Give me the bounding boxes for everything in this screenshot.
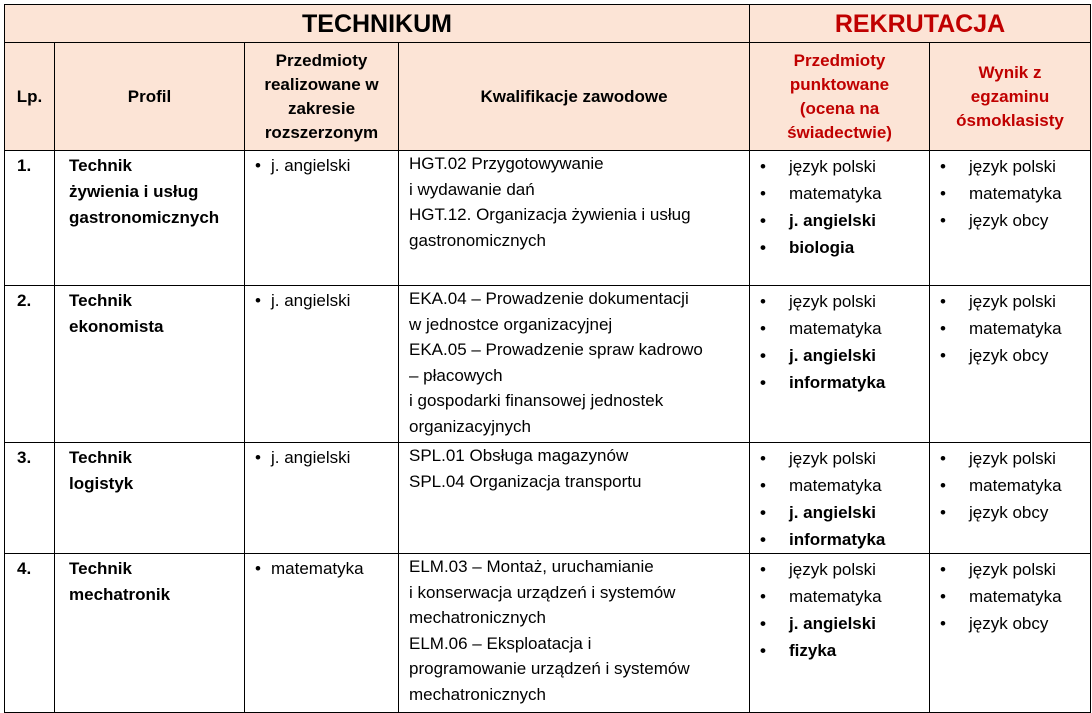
list-item: • język obcy	[930, 499, 1090, 526]
list-item: • matematyka	[930, 180, 1090, 207]
scored-subjects-cell	[750, 286, 930, 443]
list-item: • język polski	[750, 153, 929, 180]
column-header-lp: Lp.	[5, 43, 55, 151]
exam-subjects-cell	[930, 286, 1091, 443]
list-item: • język obcy	[930, 207, 1090, 234]
exam-subjects-cell	[930, 554, 1091, 713]
list-item: • język polski	[750, 556, 929, 583]
profile-name-line1: Technik	[69, 156, 132, 175]
row-number: 4.	[5, 554, 55, 713]
qualification-line: i wydawanie dań	[409, 179, 535, 199]
qualifications-cell	[399, 554, 750, 713]
list-item: • matematyka	[930, 472, 1090, 499]
list-item: • matematyka	[245, 556, 398, 582]
qualification-line: HGT.02 Przygotowywanie	[409, 154, 604, 173]
qualification-line: – płacowych	[409, 365, 503, 385]
list-item: • matematyka	[750, 583, 929, 610]
list-item: • język polski	[750, 445, 929, 472]
list-item: • język obcy	[930, 342, 1090, 369]
table-row	[5, 443, 1091, 554]
qualifications-cell	[399, 286, 750, 443]
list-item: • j. angielski	[245, 445, 398, 471]
extended-subjects-cell	[245, 554, 399, 713]
qualification-line: SPL.01 Obsługa magazynów	[409, 446, 629, 465]
column-header-kwalifikacje: Kwalifikacje zawodowe	[399, 43, 750, 151]
row-number: 2.	[5, 286, 55, 443]
qualification-line: mechatronicznych	[409, 684, 547, 704]
qualification-line: ELM.03 – Montaż, uruchamianie	[409, 557, 654, 576]
list-item: • matematyka	[750, 180, 929, 207]
list-item: • język polski	[930, 556, 1090, 583]
extended-subjects-cell	[245, 286, 399, 443]
qualification-line: gastronomicznych	[409, 230, 547, 250]
table-row	[5, 286, 1091, 443]
table-row	[5, 151, 1091, 286]
technikum-header: TECHNIKUM	[5, 5, 750, 43]
extended-subjects-cell	[245, 151, 399, 286]
list-item: • j. angielski	[750, 499, 929, 526]
table-row	[5, 554, 1091, 713]
list-item: • matematyka	[930, 315, 1090, 342]
column-header-wynik-egzaminu: Wynik z egzaminu ósmoklasisty	[930, 43, 1091, 151]
qualification-line: programowanie urządzeń i systemów	[409, 659, 690, 678]
qualification-line: HGT.12. Organizacja żywienia i usług	[409, 205, 691, 224]
profile-name-line1: Technik	[69, 448, 132, 467]
recruitment-table	[4, 4, 1091, 713]
qualification-line: i gospodarki finansowej jednostek	[409, 391, 664, 410]
profile-cell	[55, 151, 245, 286]
list-item: • j. angielski	[750, 610, 929, 637]
qualification-line: EKA.05 – Prowadzenie spraw kadrowo	[409, 340, 703, 359]
profile-cell	[55, 286, 245, 443]
qualification-line: i konserwacja urządzeń i systemów	[409, 582, 676, 602]
profile-name-line1: Technik	[69, 291, 132, 310]
qualifications-cell	[399, 151, 750, 286]
list-item: • informatyka	[750, 526, 929, 553]
profile-cell	[55, 554, 245, 713]
list-item: • język polski	[930, 445, 1090, 472]
qualification-line: EKA.04 – Prowadzenie dokumentacji	[409, 289, 689, 308]
row-number: 3.	[5, 443, 55, 554]
list-item: • informatyka	[750, 369, 929, 396]
list-item: • matematyka	[750, 472, 929, 499]
column-header-profil: Profil	[55, 43, 245, 151]
profile-name-line2: logistyk	[69, 474, 134, 493]
qualification-line: mechatronicznych	[409, 608, 547, 627]
list-item: • język obcy	[930, 610, 1090, 637]
list-item: • j. angielski	[245, 288, 398, 314]
profile-name-line2: ekonomista	[69, 317, 164, 336]
list-item: • biologia	[750, 234, 929, 261]
profile-name-line2: żywienia i usług gastronomicznych	[69, 182, 220, 227]
list-item: • j. angielski	[750, 207, 929, 234]
row-number: 1.	[5, 151, 55, 286]
qualification-line: organizacyjnych	[409, 416, 531, 436]
qualifications-cell	[399, 443, 750, 554]
table-section-header-row	[5, 5, 1091, 43]
list-item: • matematyka	[750, 315, 929, 342]
table-column-header-row	[5, 43, 1091, 151]
exam-subjects-cell	[930, 151, 1091, 286]
qualification-line: ELM.06 – Eksploatacja i	[409, 633, 592, 653]
profile-cell	[55, 443, 245, 554]
column-header-przedmioty-rozszerzone: Przedmioty realizowane w zakresie rozszerzonym	[245, 43, 399, 151]
list-item: • język polski	[750, 288, 929, 315]
recruitment-table-wrapper	[4, 4, 1090, 703]
list-item: • j. angielski	[245, 153, 398, 179]
list-item: • język polski	[930, 153, 1090, 180]
qualification-line: w jednostce organizacyjnej	[409, 314, 613, 334]
extended-subjects-cell	[245, 443, 399, 554]
scored-subjects-cell	[750, 151, 930, 286]
list-item: • fizyka	[750, 637, 929, 664]
scored-subjects-cell	[750, 443, 930, 554]
profile-name-line2: mechatronik	[69, 585, 171, 604]
rekrutacja-header: REKRUTACJA	[750, 5, 1091, 43]
scored-subjects-cell	[750, 554, 930, 713]
list-item: • j. angielski	[750, 342, 929, 369]
list-item: • język polski	[930, 288, 1090, 315]
qualification-line: SPL.04 Organizacja transportu	[409, 471, 642, 491]
list-item: • matematyka	[930, 583, 1090, 610]
exam-subjects-cell	[930, 443, 1091, 554]
column-header-przedmioty-punktowane: Przedmioty punktowane (ocena na świadectwie)	[750, 43, 930, 151]
profile-name-line1: Technik	[69, 559, 132, 578]
